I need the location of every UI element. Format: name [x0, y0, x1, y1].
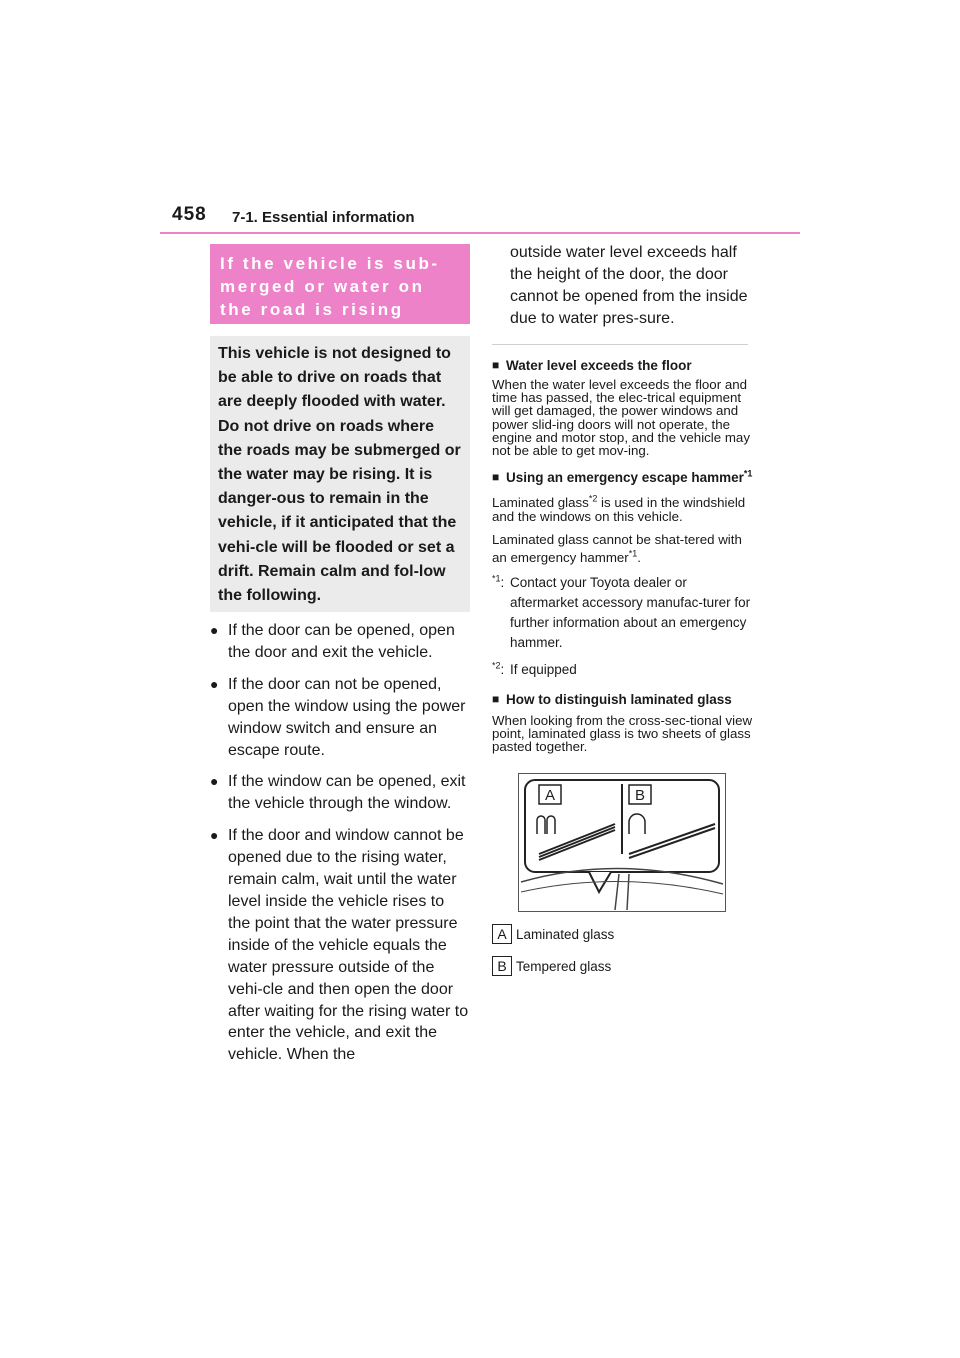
bullet-icon: ● — [210, 622, 219, 638]
glass-text: When looking from the cross-sec-tional view point, laminated glass is two sheets of glass pasted together. — [492, 712, 753, 755]
legend-item-a — [492, 924, 756, 944]
warning-text: This vehicle is not designed to be able to drive on roads that are deeply flooded with water. Do not drive on roads where the roads may be submerged or the water may be rising. It is danger-ous to remain in the vehicle, if it anticipated that the vehi-cle will be flooded or set a drift. Remain calm and fol-low the following. — [218, 345, 461, 605]
page-header — [172, 204, 800, 234]
legend-badge-b: B — [492, 956, 512, 976]
footnote-2: $^{*2}$: If equipped — [492, 660, 577, 677]
square-bullet-icon: ■ — [492, 470, 500, 485]
header-rule — [160, 232, 800, 234]
water-level-heading: ■ Water level exceeds the floor — [492, 357, 692, 373]
list-item — [210, 620, 470, 664]
label-b: B — [634, 787, 646, 805]
list-item — [210, 771, 470, 815]
bullet-text: If the door can be opened, open the door and exit the vehicle. — [228, 622, 455, 661]
bullet-text: If the door and window cannot be opened due to the rising water, remain calm, wait until the water level inside the vehicle rises to the point that the water pressure inside of the vehicle equals the water pressure outside of the vehi-cle and then open the door after waiting for the rising water to enter the vehicle, and exit the vehicle. When the — [228, 827, 469, 1064]
car-roofline-inner — [521, 882, 723, 895]
car-pillar-2 — [627, 874, 629, 910]
bullet-icon: ● — [210, 773, 219, 790]
warning-box — [210, 336, 470, 612]
hammer-text-1: Laminated glass$^{*2}$ is used in the windshield and the windows on this vehicle. — [492, 493, 746, 524]
bullet-text: If the door can not be opened, open the window using the power window switch and ensure an escape route. — [228, 675, 466, 759]
section-heading-box — [210, 244, 470, 324]
legend-text-a: Laminated glass — [516, 926, 615, 942]
page-number: 458 — [172, 204, 207, 225]
hammer-text-2: Laminated glass cannot be shat-tered with an emergency hammer$^{*1}$. — [492, 532, 742, 565]
legend-badge-a: A — [492, 924, 512, 944]
legend-item-b — [492, 956, 756, 976]
section-heading: If the vehicle is sub-merged or water on the road is rising — [220, 254, 440, 319]
glass-diagram-svg — [519, 774, 725, 911]
footnote-1: $^{*1}$: Contact your Toyota dealer or aftermarket accessory manufac-turer for further information about an emergency hammer. — [492, 573, 751, 650]
list-item — [210, 674, 470, 762]
bullet-list — [210, 620, 470, 1066]
legend-text-b: Tempered glass — [516, 958, 612, 974]
divider — [492, 344, 748, 345]
water-level-text: When the water level exceeds the floor and time has passed, the elec-trical equipment will get damaged, the power windows and power slid-ing doors will not operate, the engine and motor stop, and the vehicle may not be able to get mov-ing. — [492, 376, 750, 459]
square-bullet-icon: ■ — [492, 691, 500, 706]
bullet-icon: ● — [210, 827, 219, 844]
left-column — [210, 244, 470, 1076]
bullet-text: If the window can be opened, exit the vehicle through the window. — [228, 773, 466, 813]
bullet-icon: ● — [210, 675, 219, 692]
car-pillar-1 — [615, 874, 619, 910]
right-column — [492, 242, 756, 976]
label-a: A — [544, 787, 556, 805]
section-title: 7-1. Essential information — [232, 209, 415, 226]
continued-text: outside water level exceeds half the height of the door, the door cannot be opened from the inside due to water pres-sure. — [510, 244, 748, 327]
square-bullet-icon: ■ — [492, 357, 500, 372]
hammer-heading: ■ Using an emergency escape hammer$^{*1}$ — [492, 468, 753, 486]
list-item — [210, 825, 470, 1066]
glass-illustration — [518, 773, 726, 912]
glass-heading: ■ How to distinguish laminated glass — [492, 691, 732, 707]
